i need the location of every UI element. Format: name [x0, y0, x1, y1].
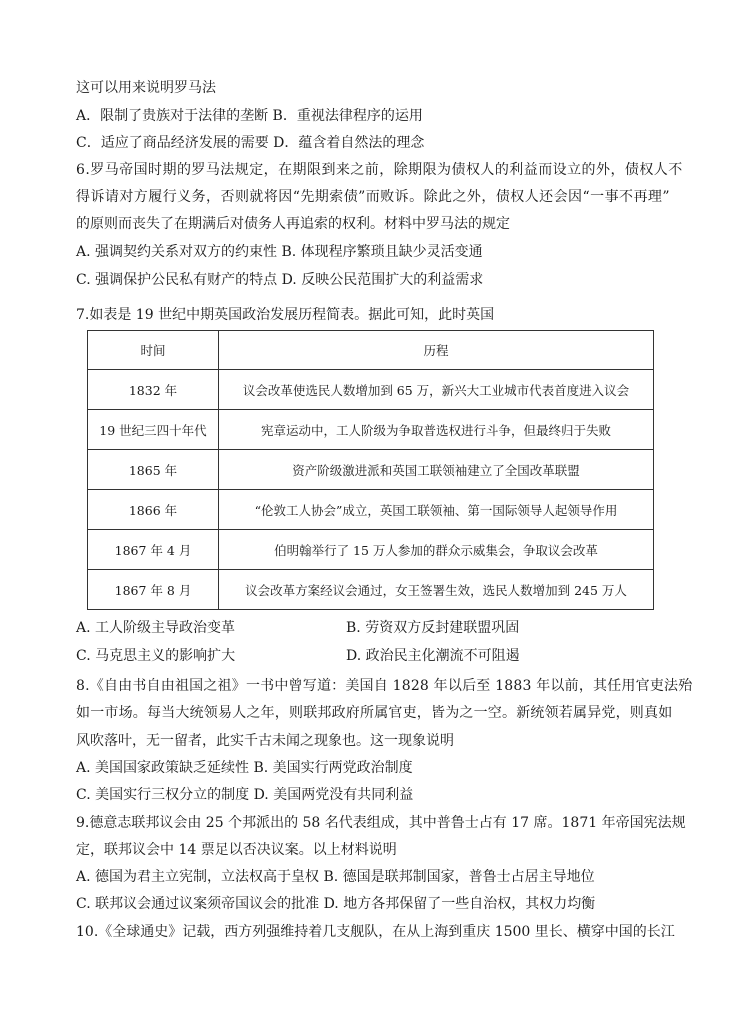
q5-options-cd: C．适应了商品经济发展的需要 D．蕴含着自然法的理念: [76, 135, 425, 151]
row-event: 宪章运动中，工人阶级为争取普选权进行斗争，但最终归于失败: [219, 410, 654, 450]
row-time: 1832 年: [88, 370, 219, 410]
table-header-row: [88, 331, 654, 370]
q6-options-cd: C. 强调保护公民私有财产的特点 D. 反映公民范围扩大的利益需求: [76, 272, 484, 288]
q7-option-a: A. 工人阶级主导政治变革: [76, 620, 236, 636]
table-row: [88, 530, 654, 570]
q9-options-cd: C. 联邦议会通过议案须帝国议会的批准 D. 地方各邦保留了一些自治权，其权力均衡: [76, 896, 596, 912]
q7-option-c: C. 马克思主义的影响扩大: [76, 648, 236, 664]
row-event: 资产阶级激进派和英国工联领袖建立了全国改革联盟: [219, 450, 654, 490]
row-time: 1867 年 4 月: [88, 530, 219, 570]
q6-stem-line-2: 得诉请对方履行义务，否则就将因“先期索债”而败诉。除此之外，债权人还会因“一事不再理”: [76, 189, 670, 205]
q5-options-ab: A．限制了贵族对于法律的垄断 B．重视法律程序的运用: [76, 108, 423, 124]
q9-options-ab: A. 德国为君主立宪制，立法权高于皇权 B. 德国是联邦制国家，普鲁士占居主导地位: [76, 869, 595, 885]
row-event: 伯明翰举行了 15 万人参加的群众示威集会，争取议会改革: [219, 530, 654, 570]
header-events: 历程: [219, 331, 654, 370]
table-row: [88, 570, 654, 610]
table-row: [88, 450, 654, 490]
q8-options-cd: C. 美国实行三权分立的制度 D. 美国两党没有共同利益: [76, 787, 414, 803]
q6-options-ab: A. 强调契约关系对双方的约束性 B. 体现程序繁琐且缺少灵活变通: [76, 244, 483, 260]
q6-stem-line-3: 的原则而丧失了在期满后对债务人再追索的权利。材料中罗马法的规定: [76, 216, 510, 232]
header-time: 时间: [88, 331, 219, 370]
q8-stem-line-1: 8.《自由书自由祖国之祖》一书中曾写道：美国自 1828 年以后至 1883 年以前，其任用官吏法殆: [76, 678, 693, 694]
q10-stem-line-1: 10.《全球通史》记载，西方列强维持着几支舰队，在从上海到重庆 1500 里长、横穿中国的长江: [76, 924, 675, 940]
row-time: 1867 年 8 月: [88, 570, 219, 610]
table-row: [88, 410, 654, 450]
q7-option-d: D. 政治民主化潮流不可阻遏: [346, 648, 520, 664]
q5-stem-end: 这可以用来说明罗马法: [76, 80, 216, 96]
row-event: 议会改革方案经议会通过，女王签署生效，选民人数增加到 245 万人: [219, 570, 654, 610]
q9-stem-line-2: 定，联邦议会中 14 票足以否决议案。以上材料说明: [76, 842, 397, 858]
row-event: “伦敦工人协会”成立，英国工联领袖、第一国际领导人起领导作用: [219, 490, 654, 530]
table-row: [88, 490, 654, 530]
row-time: 1865 年: [88, 450, 219, 490]
q7-stem: 7.如表是 19 世纪中期英国政治发展历程简表。据此可知，此时英国: [76, 307, 495, 323]
q8-stem-line-3: 风吹落叶，无一留者，此实千古未闻之现象也。这一现象说明: [76, 733, 454, 749]
row-time: 1866 年: [88, 490, 219, 530]
row-time: 19 世纪三四十年代: [88, 410, 219, 450]
q6-stem-line-1: 6.罗马帝国时期的罗马法规定，在期限到来之前，除期限为债权人的利益而设立的外，债权人不: [76, 162, 683, 178]
table-row: [88, 370, 654, 410]
q8-options-ab: A. 美国国家政策缺乏延续性 B. 美国实行两党政治制度: [76, 760, 413, 776]
q7-option-b: B. 劳资双方反封建联盟巩固: [346, 620, 520, 636]
history-table: [87, 330, 654, 610]
row-event: 议会改革使选民人数增加到 65 万，新兴大工业城市代表首度进入议会: [219, 370, 654, 410]
q8-stem-line-2: 如一市场。每当大统领易人之年，则联邦政府所属官吏，皆为之一空。新统领若属异党，则真如: [76, 705, 673, 721]
q9-stem-line-1: 9.德意志联邦议会由 25 个邦派出的 58 名代表组成，其中普鲁士占有 17 席。1871 年帝国宪法规: [76, 815, 686, 831]
